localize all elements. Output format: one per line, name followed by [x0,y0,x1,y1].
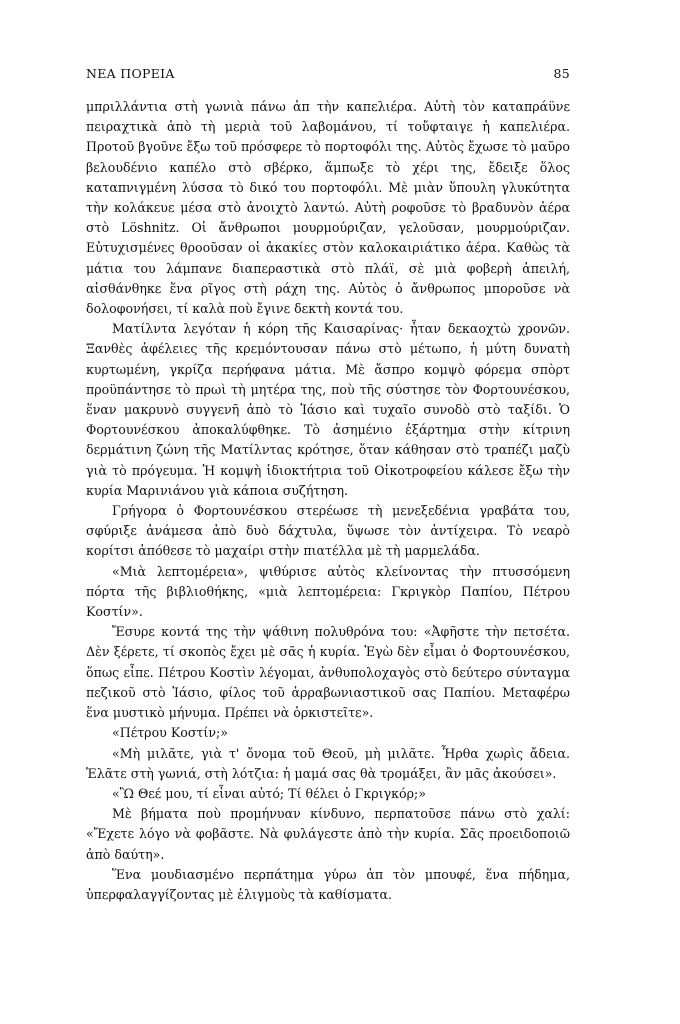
paragraph: «Πέτρου Κοστίν;» [112,725,228,741]
book-page [86,66,570,905]
page-number: 85 [553,66,570,81]
page-header [86,66,570,81]
running-title: ΝΕΑ ΠΟΡΕΙΑ [86,66,175,81]
paragraph: Ἕνα μουδιασμένο περπάτημα γύρω ἀπ τὸν μπουφέ, ἕνα πήδημα, ὑπερφαλαγγίζοντας μὲ ἑλιγμοὺς τὰ καθίσματα. [86,866,570,902]
paragraph: Γρήγορα ὁ Φορτουνέσκου στερέωσε τὴ μενεξεδένια γραβάτα του, σφύριξε ἀνάμεσα ἀπὸ δυὸ δάχτυλα, ὕψωσε τὸν ἀντίχειρα. Τὸ νεαρὸ κορίτσι ἀπόθεσε τὸ μαχαίρι στὴν πιατέλλα μὲ τὴ μαρμελάδα. [86,503,570,559]
paragraph: «Μὴ μιλᾶτε, γιὰ τ' ὄνομα τοῦ Θεοῦ, μὴ μιλᾶτε. Ἦρθα χωρὶς ἄδεια. Ἐλᾶτε στὴ γωνιά, στὴ λότζια: ἡ μαμά σας θὰ τρομάξει, ἂν μᾶς ἀκούσει». [86,745,570,781]
paragraph: Ἔσυρε κοντά της τὴν ψάθινη πολυθρόνα του: «Ἀφῆστε τὴν πετσέτα. Δὲν ξέρετε, τί σκοπὸς ἔχει μὲ σᾶς ἡ κυρία. Ἐγὼ δὲν εἶμαι ὁ Φορτουνέσκου, ὅπως εἶπε. Πέτρου Κοστὶν λέγομαι, ἀνθυπολοχαγὸς στὸ δεύτερο σύνταγμα πεζικοῦ στὸ Ἰάσιο, φίλος τοῦ ἀρραβωνιαστικοῦ σας Παπίου. Μεταφέρω ἕνα μυστικὸ μήνυμα. Πρέπει νὰ ὁρκιστεῖτε». [86,624,570,721]
paragraph: μπριλλάντια στὴ γωνιὰ πάνω ἀπ τὴν καπελιέρα. Αὐτὴ τὸν καταπράϋνε πειραχτικὰ ἀπὸ τὴ μεριὰ τοῦ λαβομάνου, τί τοὔφταιγε ἡ καπελιέρα. Προτοῦ βγοῦνε ἔξω τοῦ πρόσφερε τὸ πορτοφόλι της. Αὐτὸς ἔχωσε τὸ μαῦρο βελουδένιο καπέλο στὸ σβέρκο, ἅμπωξε τὸ χέρι της, ἔδειξε ὅλος καταπνιγμένη λύσσα τὸ δικό του πορτοφόλι. Μὲ μιὰν ὕπουλη γλυκύτητα τὴν κολάκευε μέσα στὸ ἀνοιχτὸ λαντώ. Αὐτὴ ροφοῦσε τὸ βραδυνὸν ἀέρα στὸ Löshnitz. Οἱ ἄνθρωποι μουρμούριζαν, γελοῦσαν, μουρμούριζαν. Εὐτυχισμένες θροοῦσαν οἱ ἀκακίες στὸν καλοκαιριάτικο ἀέρα. Καθὼς τὰ μάτια του λάμπανε διαπεραστικὰ στὸ πλάϊ, σὲ μιὰ φοβερὴ ἀπειλή, αἰσθάνθηκε ἕνα ρῖγος στὴ ράχη της. Αὐτὸς ὁ ἄνθρωπος μποροῦσε νὰ δολοφονήσει, τί καλὰ ποὺ ἔγινε δεκτὴ κοντά του. [86,99,570,317]
body-text [86,97,570,905]
paragraph: «Ὢ Θεέ μου, τί εἶναι αὐτό; Τί θέλει ὁ Γκριγκόρ;» [112,785,426,801]
paragraph: Ματίλντα λεγόταν ἡ κόρη τῆς Καισαρίνας· ἦταν δεκαοχτὼ χρονῶν. Ξανθὲς ἀφέλειες τῆς κρεμόντουσαν πάνω στὸ μέτωπο, ἡ μύτη δυνατὴ κυρτωμένη, γκρίζα περήφανα μάτια. Μὲ ἄσπρο κομψὸ φόρεμα σπὸρτ προϋπάντησε τὸ πρωὶ τὴ μητέρα της, ποὺ τῆς σύστησε τὸν Φορτουνέσκου, ἕναν μακρυνὸ συγγενῆ ἀπὸ τὸ Ἰάσιο καὶ τυχαῖο συνοδὸ στὸ ταξίδι. Ὁ Φορτουνέσκου ἀποκαλύφθηκε. Τὸ ἀσημένιο ἐξάρτημα στὴν κίτρινη δερμάτινη ζώνη τῆς Ματίλντας κρότησε, ὅταν κάθησαν στὸ τραπέζι μαζὺ γιὰ τὸ πρόγευμα. Ἡ κομψὴ ἰδιοκτήτρια τοῦ Οἰκοτροφείου κάλεσε ἔξω τὴν κυρία Μαρινιάνου γιὰ κάποια συζήτηση. [86,321,570,498]
paragraph: «Μιὰ λεπτομέρεια», ψιθύρισε αὐτὸς κλείνοντας τὴν πτυσσόμενη πόρτα τῆς βιβλιοθήκης, «μιὰ λεπτομέρεια: Γκριγκὸρ Παπίου, Πέτρου Κοστίν». [86,563,570,620]
paragraph: Μὲ βήματα ποὺ προμήνυαν κίνδυνο, περπατοῦσε πάνω στὸ χαλί: «Ἔχετε λόγο νὰ φοβᾶστε. Νὰ φυλάγεστε ἀπὸ τὴν κυρία. Σᾶς προειδοποιῶ ἀπὸ δαύτη». [86,806,570,862]
